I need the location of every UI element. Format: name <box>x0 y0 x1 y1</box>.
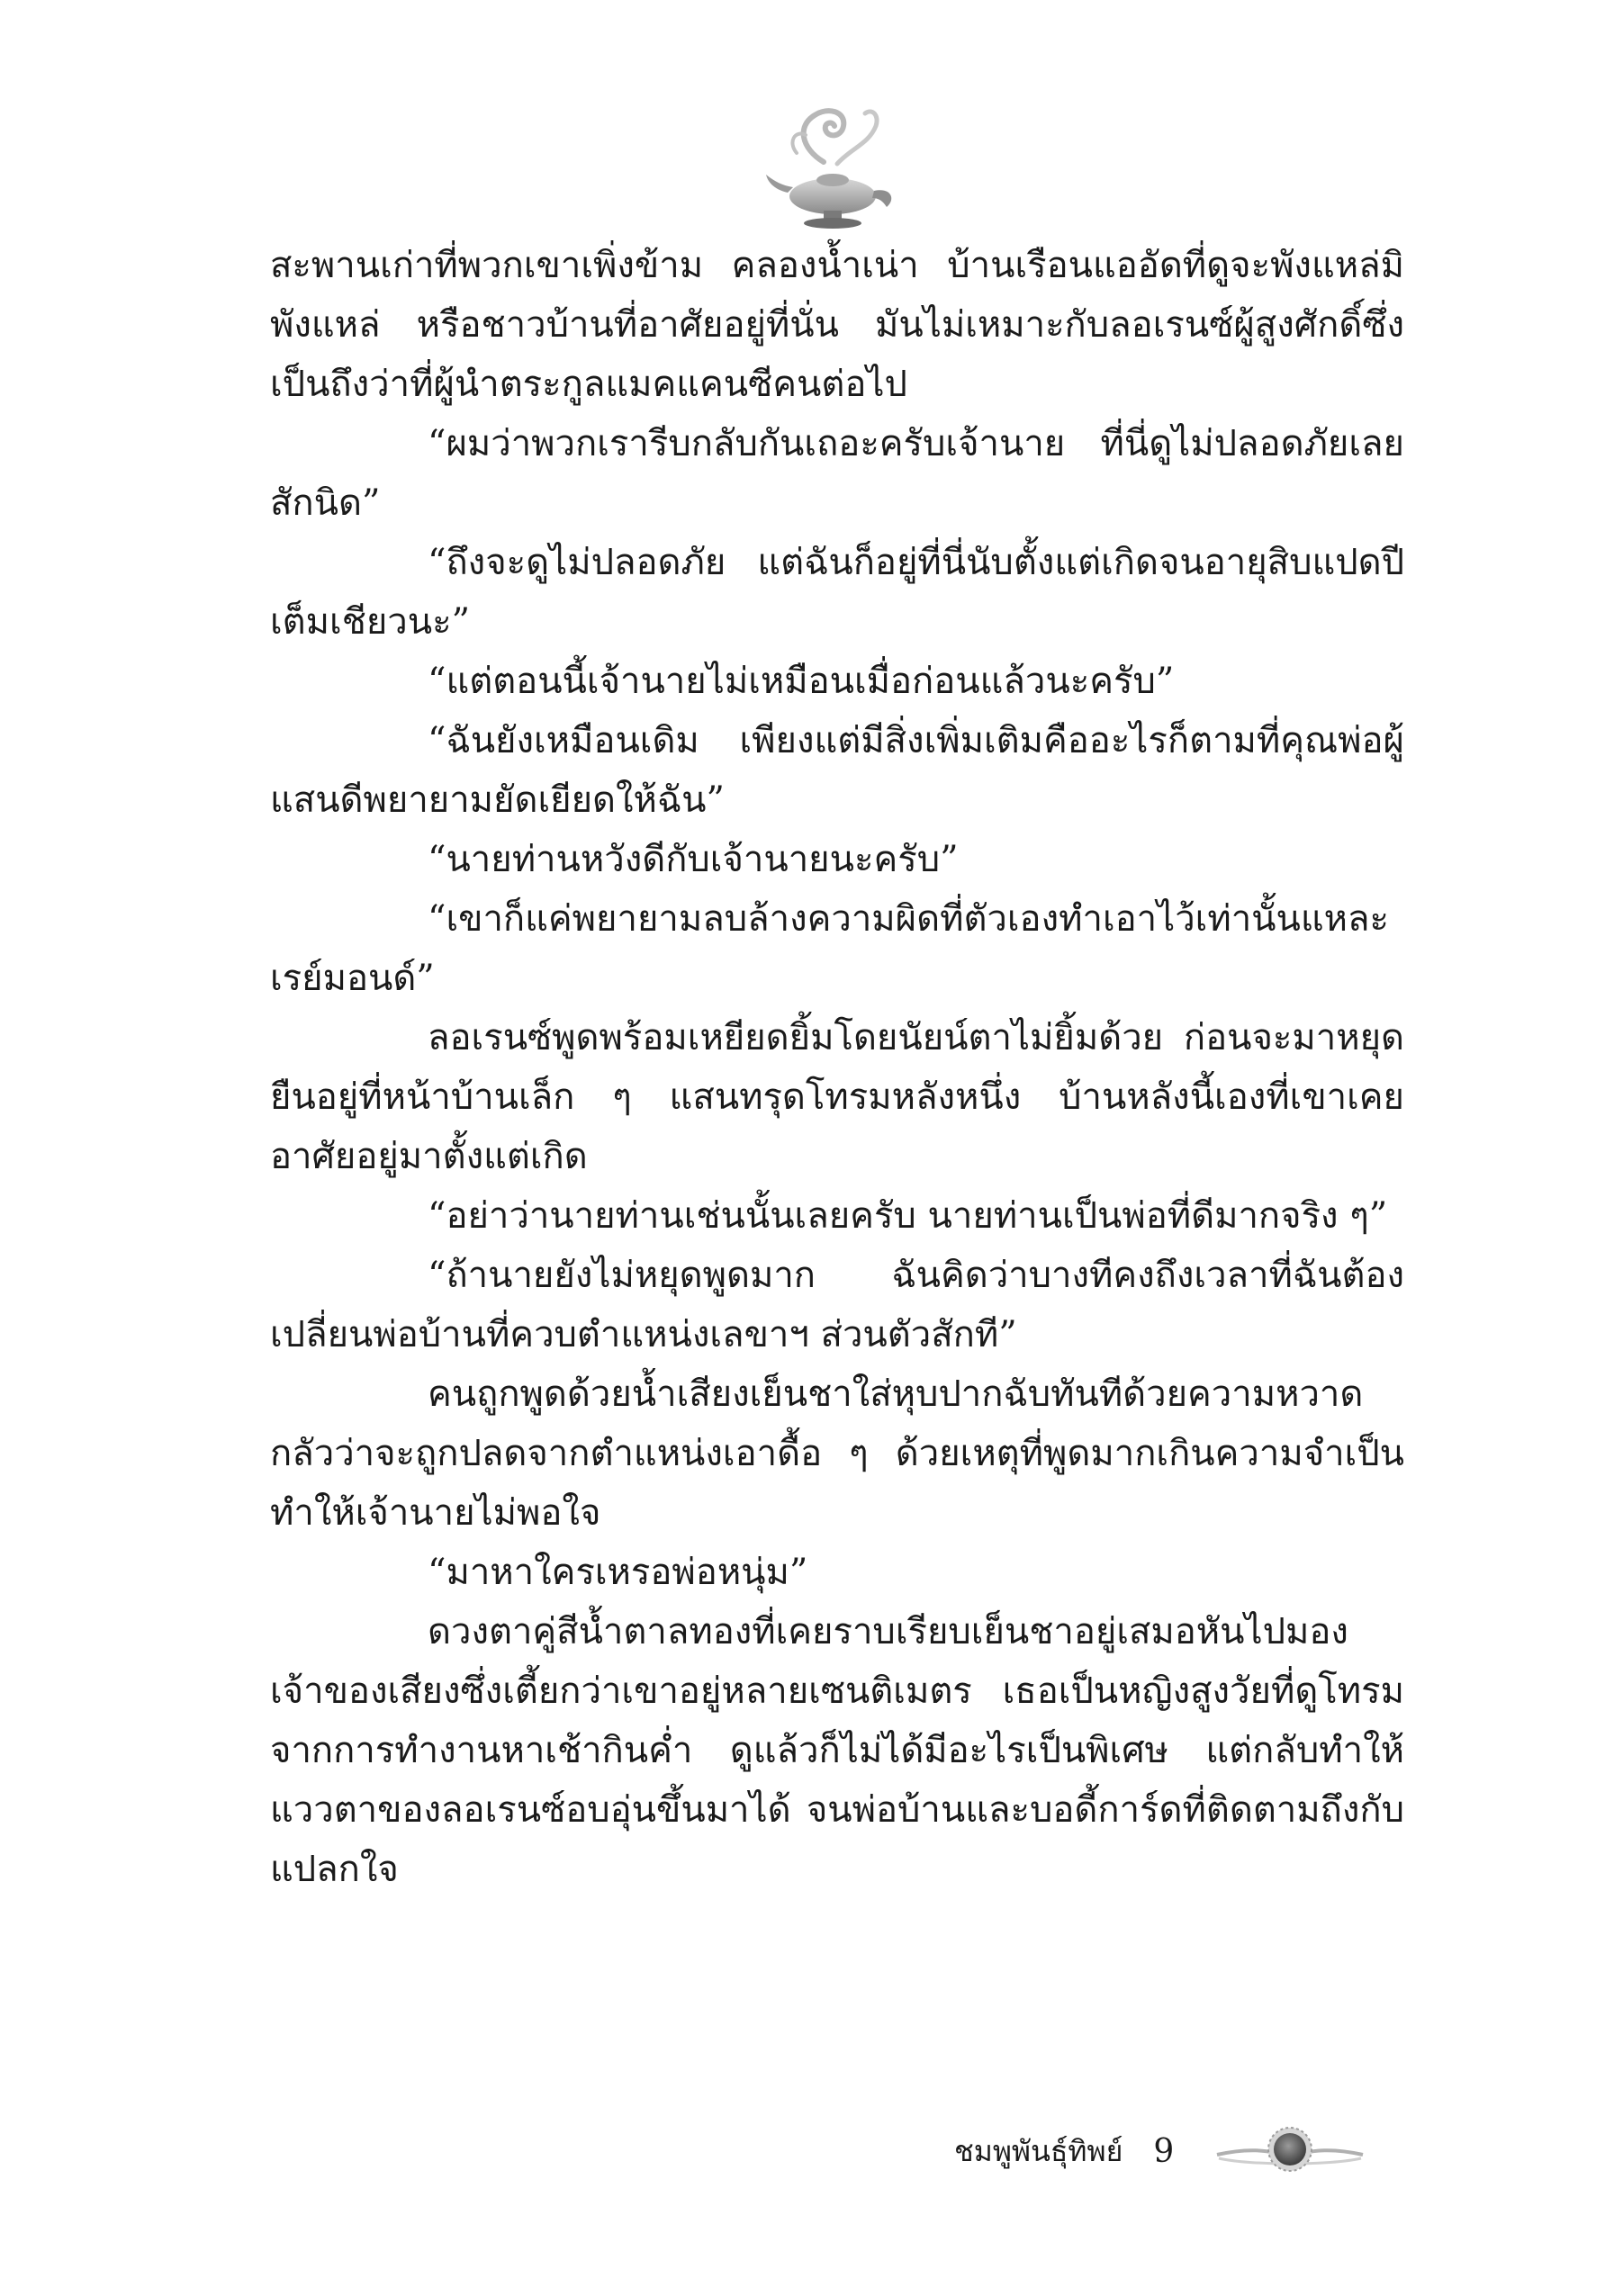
page-footer <box>954 2115 1366 2187</box>
paragraph: ลอเรนซ์พูดพร้อมเหยียดยิ้มโดยนัยน์ตาไม่ยิ้มด้วย ก่อนจะมาหยุดยืนอยู่ที่หน้าบ้านเล็ก ๆ แสนทรุดโทรมหลังหนึ่ง บ้านหลังนี้เองที่เขาเคยอาศัยอยู่มาตั้งแต่เกิด <box>270 1017 1404 1177</box>
paragraph: ดวงตาคู่สีน้ำตาลทองที่เคยราบเรียบเย็นชาอยู่เสมอหันไปมองเจ้าของเสียงซึ่งเตี้ยกว่าเขาอยู่หลายเซนติเมตร เธอเป็นหญิงสูงวัยที่ดูโทรมจากการทำงานหาเช้ากินค่ำ ดูแล้วก็ไม่ได้มีอะไรเป็นพิเศษ แต่กลับทำให้แววตาของลอเรนซ์อบอุ่นขึ้นมาได้ จนพ่อบ้านและบอดี้การ์ดที่ติดตามถึงกับแปลกใจ <box>270 1611 1404 1890</box>
page-number: 9 <box>1153 2132 1175 2170</box>
paragraph: “ถ้านายยังไม่หยุดพูดมาก ฉันคิดว่าบางทีคงถึงเวลาที่ฉันต้องเปลี่ยนพ่อบ้านที่ควบตำแหน่งเลขาฯ ส่วนตัวสักที” <box>270 1255 1404 1355</box>
paragraph: “ฉันยังเหมือนเดิม เพียงแต่มีสิ่งเพิ่มเติมคืออะไรก็ตามที่คุณพ่อผู้แสนดีพยายามยัดเยียดให้ฉัน” <box>270 720 1404 821</box>
paragraph: “แต่ตอนนี้เจ้านายไม่เหมือนเมื่อก่อนแล้วนะครับ” <box>428 661 1175 702</box>
paragraph: “นายท่านหวังดีกับเจ้านายนะครับ” <box>428 839 959 880</box>
paragraph: คนถูกพูดด้วยน้ำเสียงเย็นชาใส่หุบปากฉับทันทีด้วยความหวาดกลัวว่าจะถูกปลดจากตำแหน่งเอาดื้อ ๆ ด้วยเหตุที่พูดมากเกินความจำเป็น ทำให้เจ้านายไม่พอใจ <box>270 1373 1404 1534</box>
paragraph: “เขาก็แค่พยายามลบล้างความผิดที่ตัวเองทำเอาไว้เท่านั้นแหละเรย์มอนด์” <box>270 898 1390 999</box>
paragraph: “ถึงจะดูไม่ปลอดภัย แต่ฉันก็อยู่ที่นี่นับตั้งแต่เกิดจนอายุสิบแปดปีเต็มเชียวนะ” <box>270 542 1404 643</box>
paragraph: “ผมว่าพวกเรารีบกลับกันเถอะครับเจ้านาย ที่นี่ดูไม่ปลอดภัยเลยสักนิด” <box>270 423 1404 524</box>
body-text <box>270 236 1404 1899</box>
paragraph: สะพานเก่าที่พวกเขาเพิ่งข้าม คลองน้ำเน่า บ้านเรือนแออัดที่ดูจะพังแหล่มิพังแหล่ หรือชาวบ้านที่อาศัยอยู่ที่นั่น มันไม่เหมาะกับลอเรนซ์ผู้สูงศักดิ์ซึ่งเป็นถึงว่าที่ผู้นำตระกูลแมคแคนซีคนต่อไป <box>270 245 1404 405</box>
ring-icon <box>1213 2115 1366 2187</box>
genie-lamp-icon <box>761 99 905 234</box>
book-title: ชมพูพันธุ์ทิพย์ <box>954 2133 1123 2168</box>
paragraph: “อย่าว่านายท่านเช่นนั้นเลยครับ นายท่านเป็นพ่อที่ดีมากจริง ๆ” <box>428 1195 1388 1237</box>
paragraph: “มาหาใครเหรอพ่อหนุ่ม” <box>428 1552 808 1593</box>
